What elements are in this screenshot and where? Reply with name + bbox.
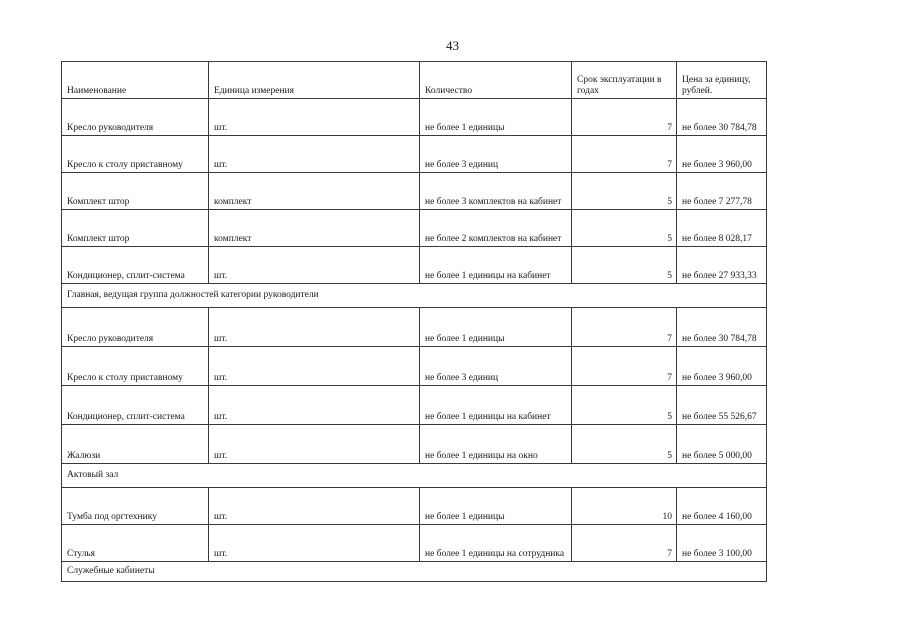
header-unit: Единица измерения bbox=[209, 62, 420, 99]
cell-name: Кресло к столу приставному bbox=[62, 136, 209, 173]
cell-name: Кресло руководителя bbox=[62, 99, 209, 136]
table-row bbox=[62, 347, 767, 386]
cell-unit: шт. bbox=[209, 386, 420, 425]
group-row bbox=[62, 562, 767, 582]
header-service-life: Срок эксплуатации в годах bbox=[572, 62, 677, 99]
cell-service-life: 7 bbox=[572, 308, 677, 347]
cell-name: Комплект штор bbox=[62, 173, 209, 210]
group-label: Главная, ведущая группа должностей категории руководители bbox=[62, 284, 767, 308]
cell-unit: шт. bbox=[209, 247, 420, 284]
cell-unit-price: не более 7 277,78 bbox=[677, 173, 767, 210]
cell-name: Кондиционер, сплит-система bbox=[62, 247, 209, 284]
page-number: 43 bbox=[446, 38, 459, 53]
group-row bbox=[62, 284, 767, 308]
cell-unit: шт. bbox=[209, 99, 420, 136]
header-name: Наименование bbox=[62, 62, 209, 99]
table-row bbox=[62, 136, 767, 173]
cell-name: Жалюзи bbox=[62, 425, 209, 464]
header-quantity: Количество bbox=[420, 62, 572, 99]
cell-unit-price: не более 8 028,17 bbox=[677, 210, 767, 247]
header-row bbox=[62, 62, 767, 99]
cell-unit-price: не более 3 960,00 bbox=[677, 136, 767, 173]
cell-unit-price: не более 5 000,00 bbox=[677, 425, 767, 464]
cell-name: Кресло к столу приставному bbox=[62, 347, 209, 386]
group-label: Служебные кабинеты bbox=[62, 562, 767, 582]
table-body bbox=[62, 62, 767, 582]
cell-unit: шт. bbox=[209, 488, 420, 525]
cell-unit: комплект bbox=[209, 210, 420, 247]
cell-service-life: 7 bbox=[572, 99, 677, 136]
cell-unit: шт. bbox=[209, 525, 420, 562]
cell-quantity: не более 1 единицы bbox=[420, 488, 572, 525]
cell-unit-price: не более 4 160,00 bbox=[677, 488, 767, 525]
cell-quantity: не более 3 единиц bbox=[420, 136, 572, 173]
cell-quantity: не более 3 комплектов на кабинет bbox=[420, 173, 572, 210]
cell-service-life: 5 bbox=[572, 386, 677, 425]
cell-quantity: не более 1 единицы bbox=[420, 308, 572, 347]
cell-unit: шт. bbox=[209, 136, 420, 173]
table-row bbox=[62, 425, 767, 464]
cell-unit-price: не более 3 100,00 bbox=[677, 525, 767, 562]
group-label: Актовый зал bbox=[62, 464, 767, 488]
cell-quantity: не более 2 комплектов на кабинет bbox=[420, 210, 572, 247]
cell-name: Тумба под оргтехнику bbox=[62, 488, 209, 525]
cell-service-life: 10 bbox=[572, 488, 677, 525]
cell-name: Комплект штор bbox=[62, 210, 209, 247]
cell-service-life: 7 bbox=[572, 525, 677, 562]
header-unit-price: Цена за единицу, рублей. bbox=[677, 62, 767, 99]
table-row bbox=[62, 210, 767, 247]
table-row bbox=[62, 386, 767, 425]
cell-unit-price: не более 3 960,00 bbox=[677, 347, 767, 386]
cell-unit: шт. bbox=[209, 425, 420, 464]
group-row bbox=[62, 464, 767, 488]
cell-unit-price: не более 55 526,67 bbox=[677, 386, 767, 425]
cell-service-life: 5 bbox=[572, 210, 677, 247]
cell-unit: шт. bbox=[209, 308, 420, 347]
cell-quantity: не более 1 единицы на окно bbox=[420, 425, 572, 464]
cell-service-life: 5 bbox=[572, 425, 677, 464]
cell-unit: шт. bbox=[209, 347, 420, 386]
table-row bbox=[62, 308, 767, 347]
table-row bbox=[62, 173, 767, 210]
cell-quantity: не более 1 единицы bbox=[420, 99, 572, 136]
cell-name: Кондиционер, сплит-система bbox=[62, 386, 209, 425]
cell-quantity: не более 3 единиц bbox=[420, 347, 572, 386]
table-row bbox=[62, 99, 767, 136]
table-row bbox=[62, 247, 767, 284]
cell-unit: комплект bbox=[209, 173, 420, 210]
cell-name: Кресло руководителя bbox=[62, 308, 209, 347]
table-row bbox=[62, 488, 767, 525]
cell-quantity: не более 1 единицы на кабинет bbox=[420, 247, 572, 284]
cell-quantity: не более 1 единицы на сотрудника bbox=[420, 525, 572, 562]
cell-name: Стулья bbox=[62, 525, 209, 562]
cell-unit-price: не более 30 784,78 bbox=[677, 308, 767, 347]
cell-service-life: 5 bbox=[572, 247, 677, 284]
cell-quantity: не более 1 единицы на кабинет bbox=[420, 386, 572, 425]
cell-unit-price: не более 30 784,78 bbox=[677, 99, 767, 136]
cell-service-life: 7 bbox=[572, 136, 677, 173]
specification-table bbox=[61, 61, 767, 582]
cell-service-life: 7 bbox=[572, 347, 677, 386]
cell-service-life: 5 bbox=[572, 173, 677, 210]
table-row bbox=[62, 525, 767, 562]
cell-unit-price: не более 27 933,33 bbox=[677, 247, 767, 284]
